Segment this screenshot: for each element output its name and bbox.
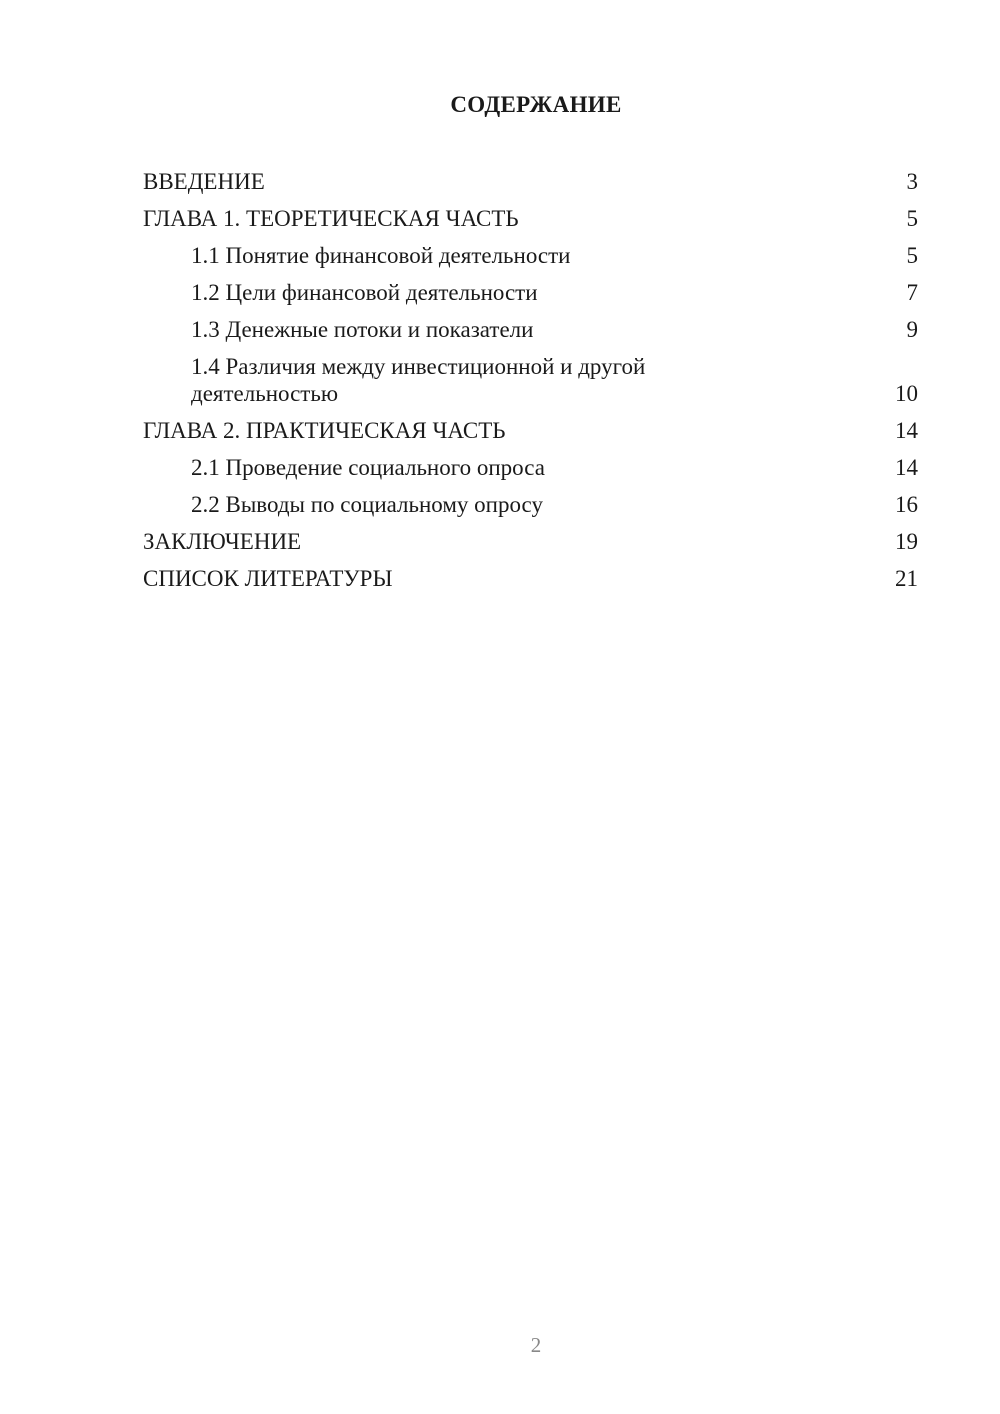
toc-entry-page: 14 bbox=[895, 455, 918, 480]
toc-entry-label: 1.1 Понятие финансовой деятельности bbox=[191, 243, 571, 268]
table-of-contents bbox=[143, 168, 918, 602]
toc-entry-page: 5 bbox=[906, 243, 918, 268]
toc-entry-chapter-2[interactable] bbox=[143, 417, 918, 444]
toc-entry-page: 10 bbox=[895, 381, 918, 406]
toc-entry-page: 14 bbox=[895, 418, 918, 443]
toc-entry-conclusion[interactable] bbox=[143, 528, 918, 555]
toc-entry-page: 5 bbox=[906, 206, 918, 231]
toc-entry-page: 16 bbox=[895, 492, 918, 517]
toc-entry-page: 7 bbox=[906, 280, 918, 305]
toc-entry-section-1-3[interactable] bbox=[143, 316, 918, 343]
toc-entry-section-2-2[interactable] bbox=[143, 491, 918, 518]
toc-entry-page: 3 bbox=[906, 169, 918, 194]
toc-entry-page: 21 bbox=[895, 566, 918, 591]
toc-entry-label: 2.2 Выводы по социальному опросу bbox=[191, 492, 543, 517]
toc-entry-introduction[interactable] bbox=[143, 168, 918, 195]
toc-entry-section-1-1[interactable] bbox=[143, 242, 918, 269]
page-title: СОДЕРЖАНИЕ bbox=[450, 92, 622, 117]
toc-entry-label: 2.1 Проведение социального опроса bbox=[191, 455, 545, 480]
toc-entry-label: ГЛАВА 1. ТЕОРЕТИЧЕСКАЯ ЧАСТЬ bbox=[143, 206, 519, 231]
toc-entry-label: 1.3 Денежные потоки и показатели bbox=[191, 317, 534, 342]
toc-entry-label: ГЛАВА 2. ПРАКТИЧЕСКАЯ ЧАСТЬ bbox=[143, 418, 506, 443]
toc-entry-section-1-2[interactable] bbox=[143, 279, 918, 306]
toc-entry-chapter-1[interactable] bbox=[143, 205, 918, 232]
toc-entry-label: 1.2 Цели финансовой деятельности bbox=[191, 280, 538, 305]
toc-entry-section-2-1[interactable] bbox=[143, 454, 918, 481]
toc-entry-label: ВВЕДЕНИЕ bbox=[143, 169, 265, 194]
toc-entry-label: 1.4 Различия между инвестиционной и другой деятельностью bbox=[191, 354, 646, 406]
toc-entry-references[interactable] bbox=[143, 565, 918, 592]
toc-entry-label: СПИСОК ЛИТЕРАТУРЫ bbox=[143, 566, 393, 591]
page-number: 2 bbox=[530, 1333, 542, 1357]
toc-entry-section-1-4[interactable] bbox=[143, 353, 918, 407]
toc-entry-label: ЗАКЛЮЧЕНИЕ bbox=[143, 529, 302, 554]
toc-entry-page: 9 bbox=[906, 317, 918, 342]
toc-entry-page: 19 bbox=[895, 529, 918, 554]
